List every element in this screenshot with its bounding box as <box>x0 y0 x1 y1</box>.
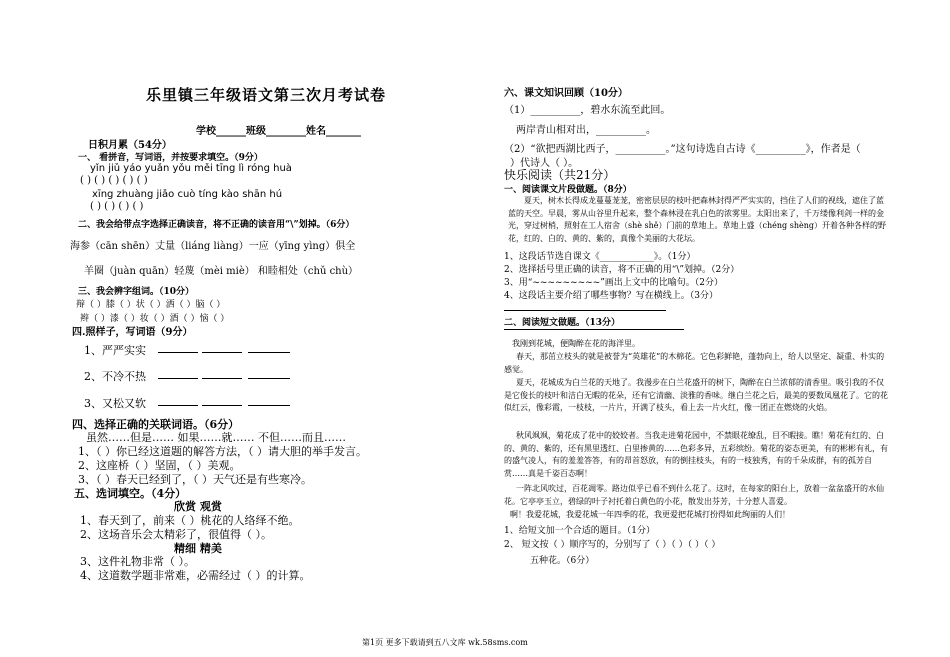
q2-line-1: 海参（cān shēn）丈量（liáng liàng）一应（yīng yìng）俱全 <box>70 241 356 252</box>
q1-pinyin-row-1: yǐn jiǔ yáo yuǎn yǒu měi tīng lì róng huà <box>90 163 292 174</box>
q2-line-2: 羊圈（juàn quān）轻蔑（mèi miè） 和睦相处（chǔ chù） <box>84 266 359 277</box>
page-footer: 第1页 更多下载请到五八文库 wk.58sms.com <box>362 638 528 647</box>
q7-line-2: 两岸青山相对出，__________。 <box>516 125 656 136</box>
question-5: 四、选择正确的关联词语。（6分） <box>72 418 240 431</box>
q7-line-4: ）代诗人（ ）。 <box>510 158 579 169</box>
q6-sentence-2: 2、这场音乐会太精彩了，很值得（ ）。 <box>80 528 272 541</box>
question-7: 六、课文知识回顾（10分） <box>504 88 628 99</box>
reading-2-q2-tail: 五种花。（6分） <box>530 556 595 566</box>
reading-1-passage: 夏天，树木长得成龙蔓蔓茏茏，密密层层的枝叶把森林封得严严实实的，挡住了人们的视线，遮住了蓝蓝的天空。早晨，雾从山谷里升起来，整个森林浸在乳白色的浓雾里。太阳出来了，千万缕像利剑一样的金光，穿过树梢，照射在工人宿舍（shè shě）门前的草地上。草地上盛（chéng shèng）开着各种各样的野花，红的、白的、黄的、紫的，真像个美丽的大花坛。 <box>508 196 886 243</box>
q4-example-2: 2、不冷不热 <box>84 370 146 383</box>
answer-line <box>504 310 666 311</box>
q3-line-2: 辫（ ）漆（ ）妆（ ）酒（ ）恼（ ） <box>80 314 230 324</box>
reading-2-para-4: 秋风飒飒，菊花成了花中的姣姣者。当我走进菊花园中，不禁眼花缭乱，目不暇接。瞧！菊花有红的、白的、黄的、紫的，还有黑里透红、白里掺黄的……色彩多异，五彩缤纷。菊花的姿态更美，有的彬彬有礼，有的盛气凌人，有的羞羞答答，有的昂首怒放，有的倒挂枝头，有的一枝独秀，有的千朵成群，有的孤芳自赏……真是千姿百态啊！ <box>504 431 888 478</box>
q6-sentence-1: 1、春天到了，前来（ ）桃花的人络绎不绝。 <box>80 514 300 527</box>
title-line <box>504 329 684 330</box>
q3-line-1: 辩（ ）膝（ ）状（ ）洒（ ）脑（ ） <box>76 300 226 310</box>
page-title: 乐里镇三年级语文第三次月考试卷 <box>146 86 387 104</box>
q4-example-3: 3、又松又软 <box>84 397 146 410</box>
reading-1-q2: 2、选择括号里正确的读音，将不正确的用“\”划掉。（2分） <box>504 265 740 275</box>
q6-sentence-3: 3、这件礼物非常（ ）。 <box>80 555 195 568</box>
question-2: 二、我会给带点字选择正确读音，将不正确的读音用“\”划掉。（6分） <box>78 220 355 230</box>
q5-sentence-1: 1、（ ）你已经这道题的解答方法，（ ）请大胆的举手发言。 <box>78 445 367 458</box>
q6-word-options-2: 精细 精美 <box>174 542 222 555</box>
q5-word-options: 虽然……但是…… 如果……就…… 不但……而且…… <box>86 431 346 444</box>
student-info-line: 学校______班级________姓名_______ <box>196 126 361 137</box>
q6-sentence-4: 4、这道数学题非常难，必需经过（ ）的计算。 <box>80 569 311 582</box>
q5-sentence-2: 2、这座桥（ ）坚固，（ ）美观。 <box>78 459 241 472</box>
q7-line-1: （1）__________，碧水东流至此回。 <box>504 105 671 116</box>
reading-1-q3: 3、用“~~~~~~~~~”画出上文中的比喻句。（2分） <box>504 278 724 288</box>
reading-1-q4: 4、这段话主要介绍了哪些事物？写在横线上。（3分） <box>504 291 718 301</box>
reading-2-para-5: 一阵北风吹过，百花凋零。路边似乎已看不到什么花了。这时，在每家的阳台上，放着一盆盆盛开的水仙花。它亭亭玉立，碧绿的叶子衬托着白黄色的小花，散发出芬芳，十分惹人喜爱。 <box>504 484 884 506</box>
reading-2-para-1: 我刚到花城，便陶醉在花的海洋里。 <box>512 339 640 348</box>
reading-head: 快乐阅读（共21分） <box>504 168 616 182</box>
q1-boxes-row-1: ( ) ( ) ( ) ( ) ( ) <box>80 175 148 186</box>
q5-sentence-3: 3、（ ）春天已经到了，（ ）天气还是有些寒冷。 <box>78 473 312 486</box>
reading-2-q1: 1、给短文加一个合适的题目。（1分） <box>504 526 655 536</box>
reading-1-head: 一、阅读课文片段做题。（8分） <box>504 185 632 195</box>
question-3: 三、我会辨字组词。（10分） <box>78 287 195 297</box>
reading-2-q2: 2、 短文按（ ）顺序写的，分别写了（ ）（ ）（ ）（ ） <box>504 540 721 550</box>
reading-2-para-6: 啊！我爱花城，我爱花城一年四季的花，我更爱把花城打扮得如此绚丽的人们！ <box>510 510 790 519</box>
q1-pinyin-row-2: xīng zhuàng jiǎo cuò tíng kào shān hú <box>92 189 283 200</box>
question-1: 一、 看拼音，写词语，并按要求填空。（9分） <box>78 153 263 163</box>
q6-word-options-1: 欣赏 观赏 <box>174 500 222 513</box>
reading-2-para-2: 春天，那茁立枝头的就是被誉为“英雄花”的木棉花。它色彩鲜艳，蓬勃向上，给人以坚定、凝重、朴实的感觉。 <box>504 352 885 374</box>
q4-example-1: 1、严严实实 <box>84 344 146 357</box>
question-6: 五、选词填空。（4分） <box>74 487 187 500</box>
question-4: 四.照样子，写词语（9分） <box>72 327 193 338</box>
reading-2-head: 二、阅读短文做题。（13分） <box>504 318 621 328</box>
reading-1-q1: 1、这段话节选自课文《____________》。（1分） <box>504 252 696 262</box>
reading-2-para-3: 夏天，花城成为白兰花的天地了。我漫步在白兰花盛开的树下，陶醉在白兰浓郁的清香里。吸引我的不仅是它俊长的枝叶和洁白无暇的花朵，还有它清幽、淡雅的香味。继白兰花之后，最美的要数凤凰花了。它的花似红云，像彩霞，一枝枝，一片片，开满了枝头，看上去一片火红，像一团正在燃烧的火焰。 <box>504 378 888 412</box>
q1-boxes-row-2: ( ) ( ) ( ) ( ) <box>90 201 144 212</box>
section-head: 日积月累（54分） <box>88 140 172 151</box>
q7-line-3: （2）“欲把西湖比西子，__________。”这句诗选自古诗《__________》，作者是（ <box>504 144 861 155</box>
